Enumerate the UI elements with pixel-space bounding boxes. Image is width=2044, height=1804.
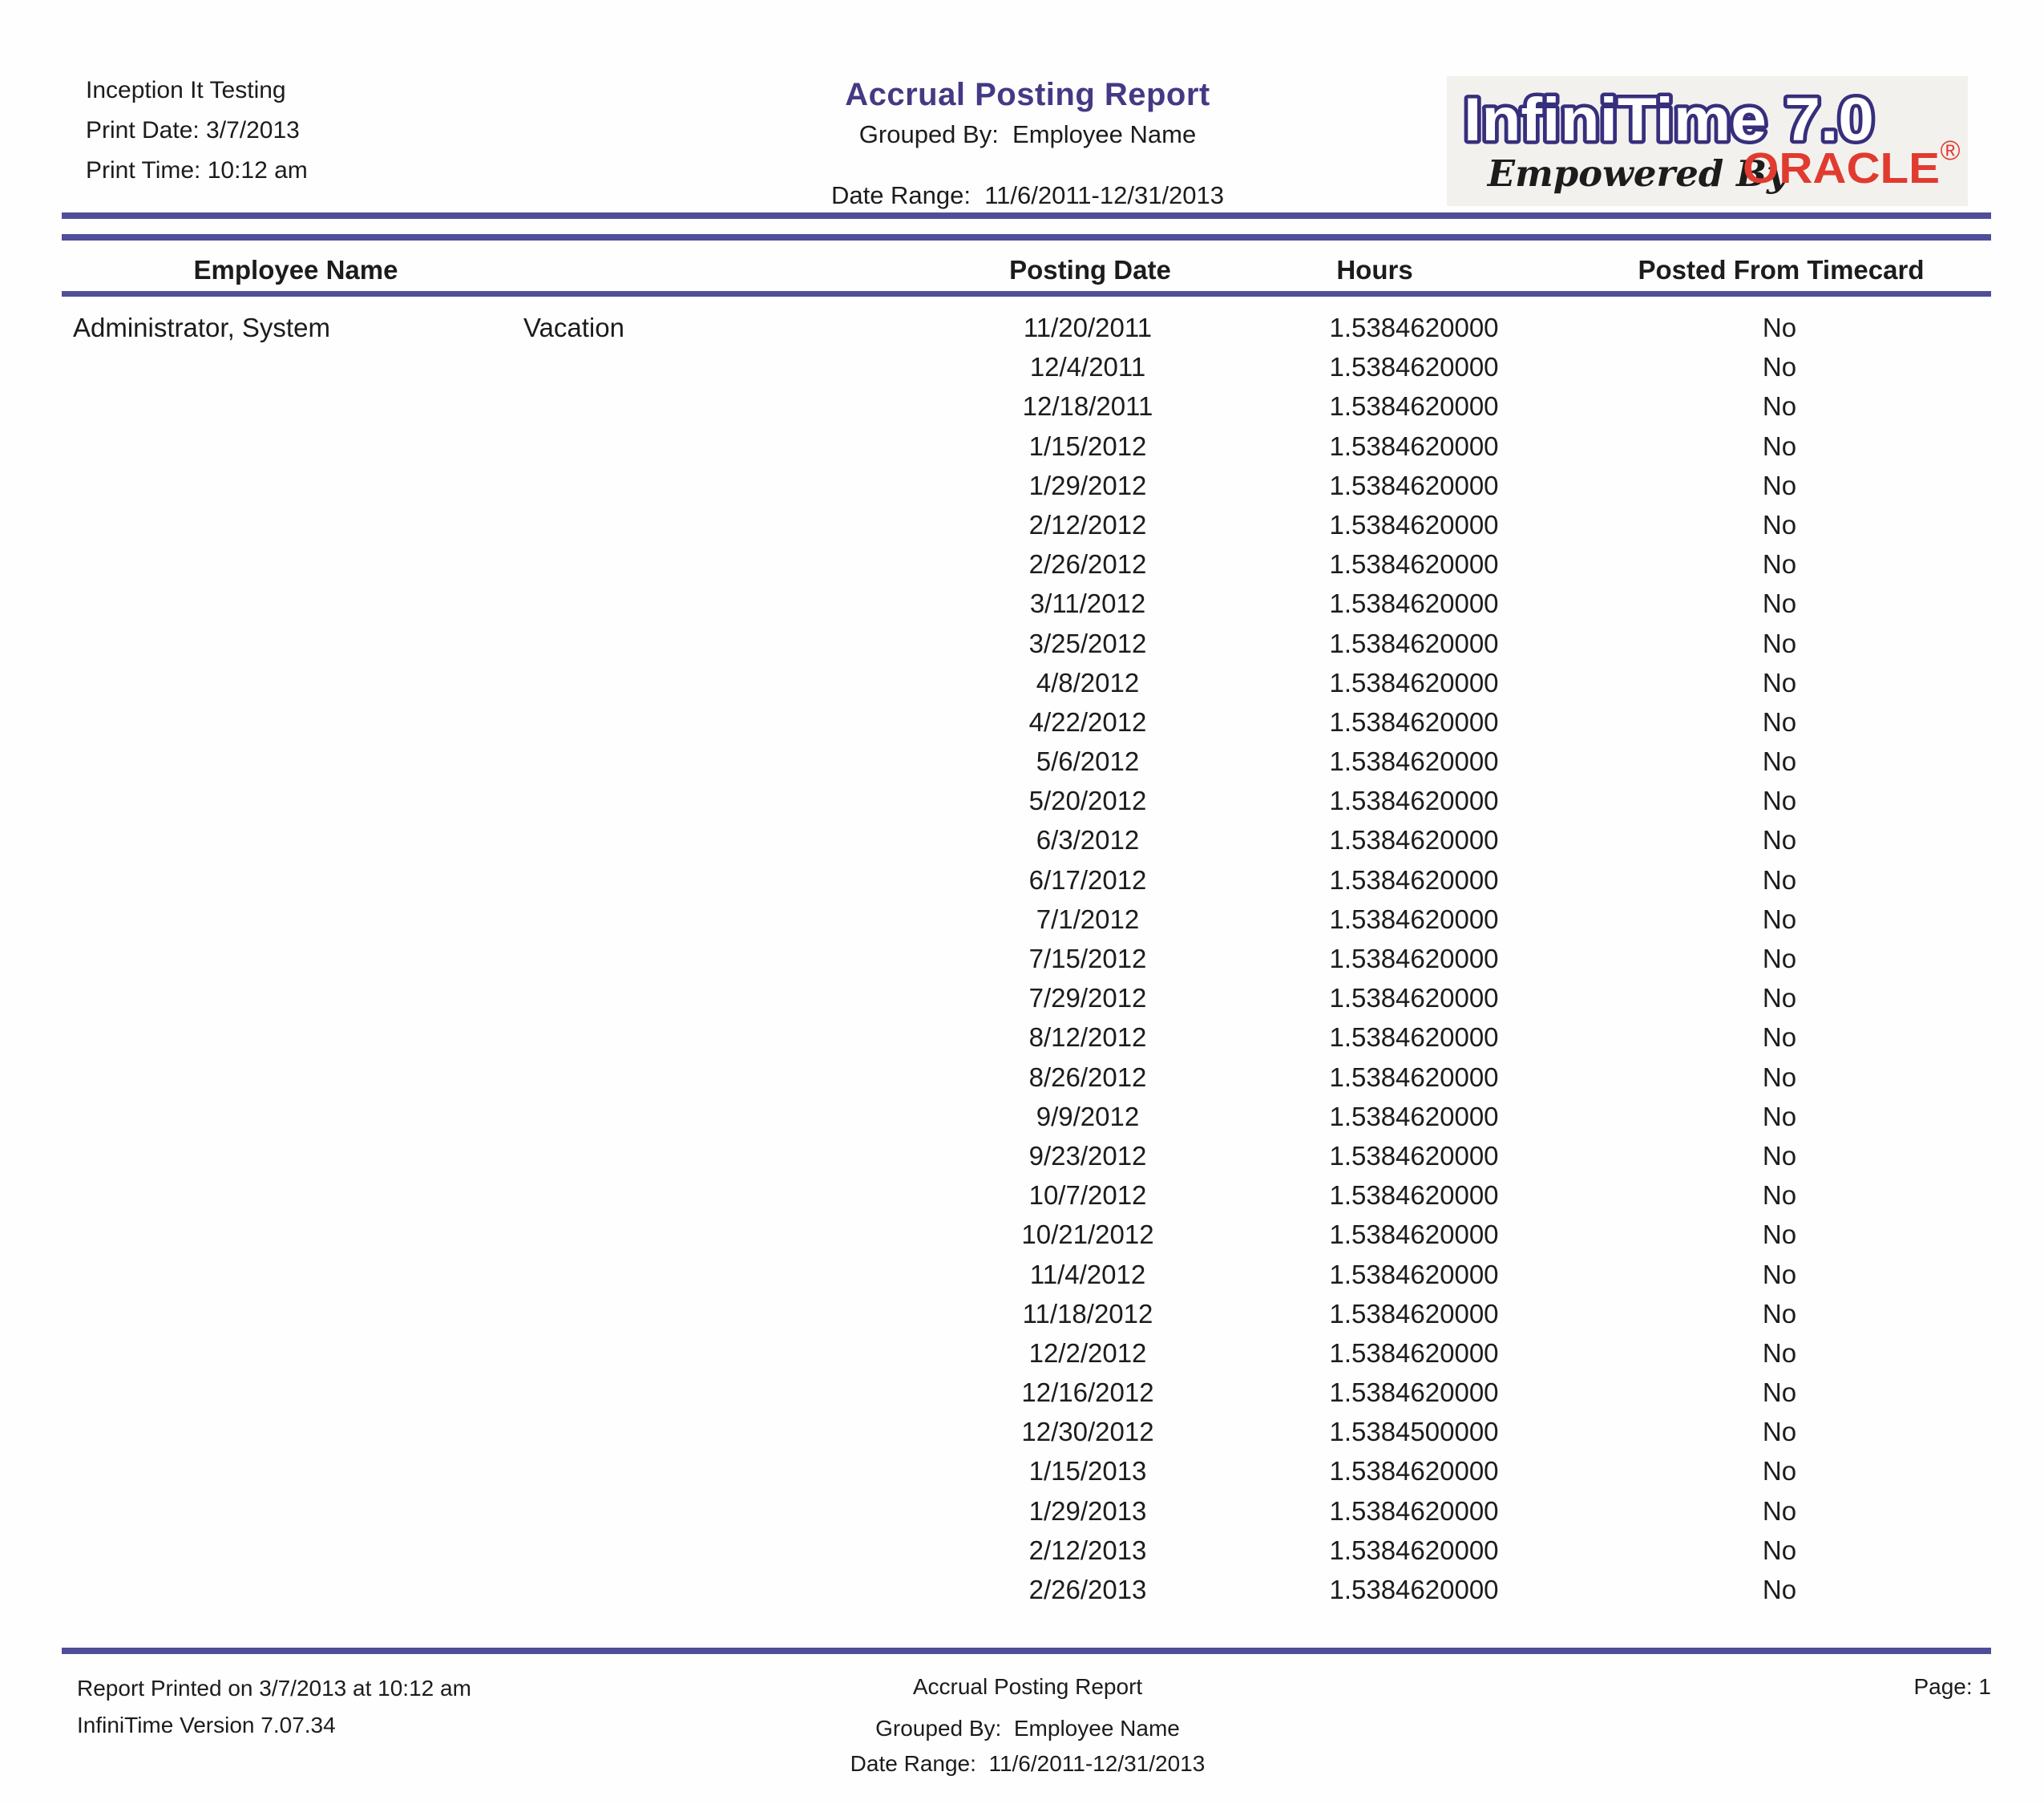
hours-cell: 1.5384620000 — [1329, 1101, 1499, 1131]
print-time-label: Print Time: 10:12 am — [86, 157, 308, 184]
table-row — [0, 1570, 2044, 1609]
posted-from-timecard-cell: No — [1762, 706, 1797, 737]
table-row — [0, 1531, 2044, 1570]
header-grouped-by-label: Grouped By: Employee Name — [858, 120, 1197, 148]
hours-cell: 1.5384620000 — [1329, 1337, 1499, 1368]
table-row — [0, 781, 2044, 820]
hours-cell: 1.5384620000 — [1329, 1298, 1499, 1329]
posting-date-cell: 2/26/2012 — [1028, 549, 1147, 580]
posting-date-cell: 11/18/2012 — [1022, 1298, 1153, 1329]
hours-cell: 1.5384620000 — [1329, 1377, 1499, 1408]
posted-from-timecard-cell: No — [1762, 1220, 1797, 1250]
posting-date-cell: 2/26/2013 — [1028, 1575, 1147, 1604]
posting-date-cell: 4/22/2012 — [1028, 706, 1147, 737]
column-header-posting-date: Posting Date — [1009, 255, 1171, 285]
hours-cell: 1.5384620000 — [1329, 864, 1499, 895]
hours-cell: 1.5384620000 — [1329, 1180, 1499, 1211]
posting-date-cell: 7/29/2012 — [1028, 983, 1147, 1013]
company-name: Inception It Testing — [86, 77, 286, 103]
posting-date-cell: 10/21/2012 — [1021, 1220, 1154, 1250]
posted-from-timecard-cell: No — [1762, 352, 1797, 382]
table-row — [0, 544, 2044, 584]
table-row — [0, 1412, 2044, 1451]
logo-tagline-text: Empowered By — [1487, 152, 1788, 195]
hours-cell: 1.5384620000 — [1329, 1062, 1499, 1092]
posting-date-cell: 6/17/2012 — [1028, 864, 1147, 895]
hours-cell: 1.5384620000 — [1329, 1456, 1499, 1486]
logo-brand-text: ORACLE — [1743, 144, 1940, 192]
page-title: Accrual Posting Report — [845, 77, 1210, 112]
posting-date-cell: 12/4/2011 — [1029, 352, 1146, 382]
table-row — [0, 386, 2044, 426]
registered-trademark-icon: ® — [1940, 136, 1961, 166]
header-date-range-label: Date Range: 11/6/2011-12/31/2013 — [830, 181, 1225, 209]
table-row — [0, 505, 2044, 544]
posted-from-timecard-cell: No — [1762, 1456, 1797, 1486]
hours-cell: 1.5384620000 — [1329, 706, 1499, 737]
posting-date-cell: 11/20/2011 — [1023, 313, 1153, 342]
hours-cell: 1.5384620000 — [1329, 667, 1499, 698]
table-row — [0, 427, 2044, 466]
accrual-type-value: Vacation — [523, 313, 624, 342]
table-row — [0, 308, 2044, 347]
hours-cell: 1.5384620000 — [1329, 470, 1499, 500]
hours-cell: 1.5384620000 — [1329, 904, 1499, 934]
table-row — [0, 663, 2044, 702]
header-divider-rule-2 — [62, 234, 1991, 241]
hours-cell: 1.5384500000 — [1329, 1417, 1499, 1447]
posted-from-timecard-cell: No — [1762, 1101, 1797, 1131]
hours-cell: 1.5384620000 — [1329, 746, 1499, 777]
posted-from-timecard-cell: No — [1762, 431, 1797, 461]
posted-from-timecard-cell: No — [1762, 1495, 1797, 1526]
hours-cell: 1.5384620000 — [1329, 391, 1499, 422]
footer-version-label: InfiniTime Version 7.07.34 — [77, 1713, 336, 1737]
table-row — [0, 1175, 2044, 1215]
posted-from-timecard-cell: No — [1762, 589, 1797, 619]
posted-from-timecard-cell: No — [1762, 549, 1797, 580]
posting-date-cell: 12/30/2012 — [1021, 1417, 1154, 1447]
posting-date-cell: 2/12/2013 — [1028, 1535, 1147, 1565]
posted-from-timecard-cell: No — [1762, 1535, 1797, 1565]
posting-date-cell: 2/12/2012 — [1028, 509, 1147, 540]
table-row — [0, 1373, 2044, 1412]
infinitime-oracle-logo — [1447, 76, 1968, 206]
table-row — [0, 939, 2044, 978]
posting-date-cell: 9/23/2012 — [1028, 1140, 1147, 1171]
table-row — [0, 347, 2044, 386]
table-row — [0, 1255, 2044, 1294]
column-header-hours: Hours — [1336, 255, 1413, 285]
posting-date-cell: 10/7/2012 — [1028, 1180, 1147, 1211]
posted-from-timecard-cell: No — [1762, 470, 1797, 500]
posted-from-timecard-cell: No — [1762, 391, 1797, 422]
hours-cell: 1.5384620000 — [1329, 825, 1499, 855]
posting-date-cell: 1/29/2013 — [1028, 1495, 1147, 1526]
posting-date-cell: 12/18/2011 — [1022, 391, 1153, 422]
posted-from-timecard-cell: No — [1762, 786, 1797, 816]
table-row — [0, 978, 2044, 1017]
hours-cell: 1.5384620000 — [1329, 944, 1499, 973]
hours-cell: 1.5384620000 — [1329, 1259, 1499, 1289]
header-divider-rule-1 — [62, 212, 1991, 219]
hours-cell: 1.5384620000 — [1329, 1535, 1499, 1565]
posting-date-cell: 5/6/2012 — [1036, 746, 1140, 777]
footer-date-range-label: Date Range: 11/6/2011-12/31/2013 — [850, 1751, 1206, 1776]
posted-from-timecard-cell: No — [1762, 1377, 1797, 1408]
posted-from-timecard-cell: No — [1762, 1337, 1797, 1368]
posting-date-cell: 8/26/2012 — [1028, 1062, 1147, 1092]
table-row — [0, 860, 2044, 900]
posting-date-cell: 7/15/2012 — [1028, 944, 1147, 973]
posted-from-timecard-cell: No — [1762, 1062, 1797, 1092]
posted-from-timecard-cell: No — [1762, 628, 1797, 658]
column-header-posted-from-timecard: Posted From Timecard — [1638, 255, 1925, 285]
footer-report-title: Accrual Posting Report — [912, 1674, 1143, 1699]
posted-from-timecard-cell: No — [1762, 944, 1797, 973]
table-row — [0, 820, 2044, 860]
posting-date-cell: 12/16/2012 — [1021, 1377, 1154, 1408]
table-row — [0, 1294, 2044, 1333]
posted-from-timecard-cell: No — [1762, 864, 1797, 895]
posted-from-timecard-cell: No — [1762, 509, 1797, 540]
hours-cell: 1.5384620000 — [1329, 983, 1499, 1013]
logo-graphic — [1447, 76, 1968, 206]
footer-divider-rule — [62, 1648, 1991, 1654]
posted-from-timecard-cell: No — [1762, 1140, 1797, 1171]
table-row — [0, 1491, 2044, 1531]
posting-date-cell: 1/15/2012 — [1028, 431, 1147, 461]
page-number-label: Page: 1 — [1913, 1674, 1991, 1699]
hours-cell: 1.5384620000 — [1329, 628, 1499, 658]
table-row — [0, 584, 2044, 623]
logo-product-text: InfiniTime 7.0 — [1464, 86, 1874, 154]
table-row — [0, 1333, 2044, 1373]
table-row — [0, 1451, 2044, 1491]
print-date-label: Print Date: 3/7/2013 — [86, 117, 300, 144]
posted-from-timecard-cell: No — [1762, 825, 1797, 855]
table-header-divider-rule — [62, 291, 1991, 297]
table-row — [0, 466, 2044, 505]
footer-grouped-by-label: Grouped By: Employee Name — [875, 1716, 1180, 1741]
posting-date-cell: 3/25/2012 — [1028, 628, 1147, 658]
hours-cell: 1.5384620000 — [1329, 352, 1499, 382]
posting-date-cell: 5/20/2012 — [1028, 786, 1147, 816]
posting-date-cell: 6/3/2012 — [1036, 825, 1140, 855]
posting-date-cell: 7/1/2012 — [1036, 904, 1140, 934]
hours-cell: 1.5384620000 — [1329, 786, 1499, 816]
hours-cell: 1.5384620000 — [1329, 1022, 1499, 1053]
posting-date-cell: 1/15/2013 — [1028, 1456, 1147, 1486]
hours-cell: 1.5384620000 — [1329, 1220, 1499, 1250]
posted-from-timecard-cell: No — [1762, 904, 1797, 934]
hours-cell: 1.5384620000 — [1329, 509, 1499, 540]
posted-from-timecard-cell: No — [1762, 313, 1797, 342]
posting-date-cell: 9/9/2012 — [1036, 1101, 1140, 1131]
posted-from-timecard-cell: No — [1762, 746, 1797, 777]
posting-date-cell: 11/4/2012 — [1029, 1259, 1146, 1289]
table-row — [0, 1058, 2044, 1097]
hours-cell: 1.5384620000 — [1329, 431, 1499, 461]
hours-cell: 1.5384620000 — [1329, 589, 1499, 619]
posted-from-timecard-cell: No — [1762, 1022, 1797, 1053]
posted-from-timecard-cell: No — [1762, 1180, 1797, 1211]
posting-date-cell: 1/29/2012 — [1028, 470, 1147, 500]
table-row — [0, 1017, 2044, 1057]
table-row — [0, 624, 2044, 663]
posting-date-cell: 8/12/2012 — [1028, 1022, 1147, 1053]
table-row — [0, 702, 2044, 742]
posted-from-timecard-cell: No — [1762, 1259, 1797, 1289]
posted-from-timecard-cell: No — [1762, 983, 1797, 1013]
table-row — [0, 1215, 2044, 1254]
posting-rows — [0, 308, 2044, 1609]
employee-name-value: Administrator, System — [73, 313, 330, 342]
posting-date-cell: 4/8/2012 — [1036, 667, 1140, 698]
posting-date-cell: 3/11/2012 — [1029, 589, 1146, 619]
table-row — [0, 1097, 2044, 1136]
posting-date-cell: 12/2/2012 — [1028, 1337, 1147, 1368]
posted-from-timecard-cell: No — [1762, 667, 1797, 698]
table-row — [0, 1136, 2044, 1175]
hours-cell: 1.5384620000 — [1329, 313, 1499, 342]
hours-cell: 1.5384620000 — [1329, 549, 1499, 580]
column-header-employee-name: Employee Name — [193, 255, 398, 285]
table-row — [0, 900, 2044, 939]
footer-printed-label: Report Printed on 3/7/2013 at 10:12 am — [77, 1676, 471, 1701]
hours-cell: 1.5384620000 — [1329, 1575, 1499, 1604]
posted-from-timecard-cell: No — [1762, 1417, 1797, 1447]
posted-from-timecard-cell: No — [1762, 1298, 1797, 1329]
posted-from-timecard-cell: No — [1762, 1575, 1797, 1604]
hours-cell: 1.5384620000 — [1329, 1140, 1499, 1171]
table-row — [0, 742, 2044, 781]
hours-cell: 1.5384620000 — [1329, 1495, 1499, 1526]
